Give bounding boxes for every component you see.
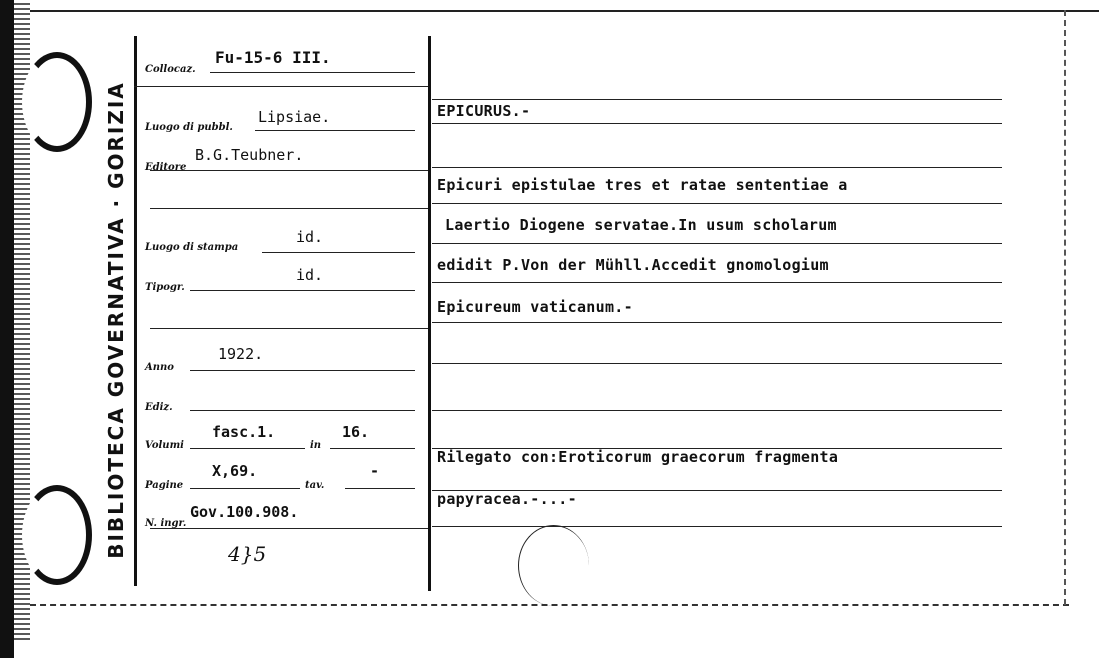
label-luogo-pubbl: Luogo di pubbl. xyxy=(145,122,233,133)
title-line-2: Laertio Diogene servatae.In usum scholarum xyxy=(445,216,837,234)
right-rule xyxy=(432,410,1002,411)
right-rule xyxy=(432,322,1002,323)
right-rule xyxy=(432,123,1002,124)
label-ediz: Ediz. xyxy=(145,402,173,413)
row-line xyxy=(150,328,428,329)
title-line-1: Epicuri epistulae tres et ratae sententiae a xyxy=(437,176,848,194)
label-tav: tav. xyxy=(305,480,325,491)
value-in: 16. xyxy=(342,423,370,441)
label-tipogr: Tipogr. xyxy=(145,282,185,293)
row-line xyxy=(134,86,428,87)
label-volumi: Volumi xyxy=(145,440,184,451)
field-underline xyxy=(190,370,415,371)
value-luogo-pubbl: Lipsiae. xyxy=(258,108,331,126)
value-volumi: fasc.1. xyxy=(212,423,276,441)
author: EPICURUS.- xyxy=(437,102,531,120)
field-underline xyxy=(345,488,415,489)
right-rule xyxy=(432,203,1002,204)
field-underline xyxy=(262,252,415,253)
card-top-edge xyxy=(30,10,1099,12)
field-underline xyxy=(210,72,415,73)
label-n-ingr: N. ingr. xyxy=(145,518,187,529)
field-underline xyxy=(330,448,415,449)
value-luogo-stampa: id. xyxy=(296,228,324,246)
punch-hole-top xyxy=(22,52,92,152)
column-divider xyxy=(428,36,431,591)
right-rule xyxy=(432,99,1002,100)
row-line xyxy=(150,528,428,529)
punched-strip xyxy=(0,0,14,658)
value-editore: B.G.Teubner. xyxy=(195,146,304,164)
library-title: BIBLIOTECA GOVERNATIVA · GORIZIA xyxy=(104,81,128,559)
note-line-1: Rilegato con:Eroticorum graecorum fragmenta xyxy=(437,448,839,466)
field-underline xyxy=(190,448,305,449)
field-underline xyxy=(255,130,415,131)
field-underline xyxy=(190,290,415,291)
value-tav: - xyxy=(370,462,380,480)
card-right-edge xyxy=(1064,10,1066,605)
row-line xyxy=(150,208,428,209)
left-border xyxy=(134,36,137,586)
right-rule xyxy=(432,167,1002,168)
right-rule xyxy=(432,363,1002,364)
value-anno: 1922. xyxy=(218,345,264,363)
label-luogo-stampa: Luogo di stampa xyxy=(145,242,239,253)
title-line-4: Epicureum vaticanum.- xyxy=(437,298,633,316)
right-rule xyxy=(432,243,1002,244)
value-collocazione: Fu-15-6 III. xyxy=(215,48,331,67)
label-editore: Editore xyxy=(145,162,187,173)
right-rule xyxy=(432,526,1002,527)
handwritten-note: 4}5 xyxy=(228,542,267,566)
field-underline xyxy=(190,488,300,489)
label-anno: Anno xyxy=(145,362,174,373)
right-rule xyxy=(432,282,1002,283)
punch-hole-bottom xyxy=(22,485,92,585)
value-n-ingr: Gov.100.908. xyxy=(190,503,299,521)
label-collocazione: Collocaz. xyxy=(145,64,196,75)
value-pagine: X,69. xyxy=(212,462,258,480)
label-in: in xyxy=(310,440,322,451)
title-line-3: edidit P.Von der Mühll.Accedit gnomologium xyxy=(437,256,829,274)
field-underline xyxy=(190,410,415,411)
note-line-2: papyracea.-...- xyxy=(437,490,577,508)
field-underline xyxy=(190,170,415,171)
ink-mark xyxy=(518,525,589,606)
label-pagine: Pagine xyxy=(145,480,184,491)
value-tipogr: id. xyxy=(296,266,324,284)
